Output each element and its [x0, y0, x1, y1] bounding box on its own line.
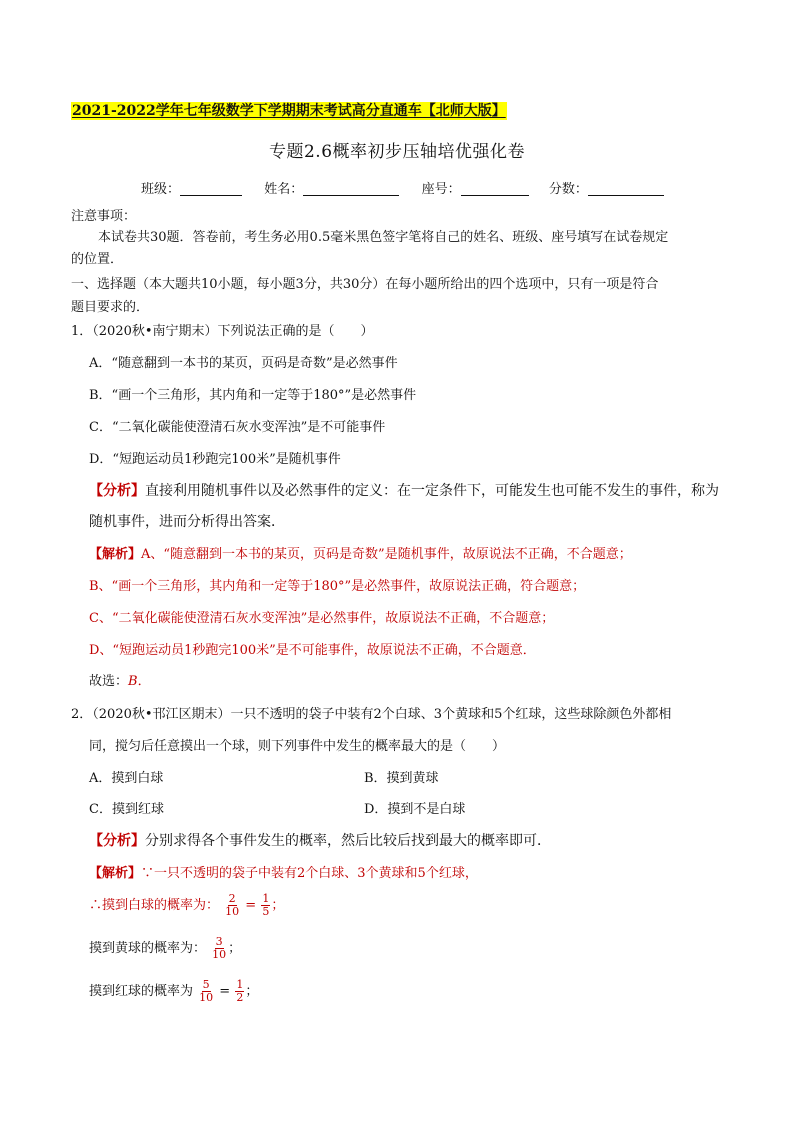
fraction-1-2: $\frac{1}{2}$ [236, 978, 244, 1004]
q2-option-c: C．摸到红球 [89, 802, 164, 817]
q1-option-d: D．“短跑运动员1秒跑完100米”是随机事件 [89, 452, 341, 467]
notes-line-2: 的位置． [71, 252, 124, 267]
section-heading-line-2: 题目要求的． [71, 300, 150, 315]
q2-analysis-text: 分别求得各个事件发生的概率，然后比较后找到最大的概率即可． [145, 833, 551, 849]
q2-option-b: B．摸到黄球 [364, 771, 439, 786]
q2-red-prob [89, 979, 258, 1004]
seat-blank [461, 183, 529, 196]
field-row [141, 178, 664, 197]
exam-series-banner: 2021-2022学年七年级数学下学期期末考试高分直通车【北师大版】 [72, 103, 506, 119]
equals-sign: = [219, 984, 231, 999]
q1-analysis-line-1 [89, 480, 719, 500]
semicolon: ； [228, 941, 242, 956]
class-blank [180, 183, 242, 196]
q1-solution-tag: 【解析】 [89, 547, 142, 562]
q2-analysis-tag: 【分析】 [89, 833, 145, 849]
q1-analysis-text: 直接利用随机事件以及必然事件的定义：在一定条件下，可能发生也可能不发生的事件，称为 [145, 483, 719, 499]
q2-yellow-prob [89, 936, 241, 961]
q1-solution-a: A、“随意翻到一本书的某页，页码是奇数”是随机事件，故原说法不正确，不合题意； [141, 547, 632, 562]
fraction-1-5: $\frac{1}{5}$ [262, 892, 270, 918]
q2-white-prob [89, 893, 284, 918]
q2-stem-line-1: 2．（2020秋•邗江区期末）一只不透明的袋子中装有2个白球、3个黄球和5个红球，这些球除颜色外都相 [71, 707, 672, 722]
name-blank [303, 183, 399, 196]
equals-sign: = [245, 898, 257, 913]
q1-answer-prefix: 故选： [89, 674, 129, 689]
seat-label: 座号： [421, 182, 461, 197]
notes-line-1: 本试卷共30题．答卷前，考生务必用0.5毫米黑色签字笔将自己的姓名、班级、座号填写在试卷规定 [98, 230, 669, 245]
q1-option-c: C．“二氧化碳能使澄清石灰水变浑浊”是不可能事件 [89, 420, 386, 435]
q2-solution-text: ∵一只不透明的袋子中装有2个白球、3个黄球和5个红球， [141, 866, 478, 881]
q1-answer-value: B [128, 674, 138, 689]
fraction-3-10: $\frac{3}{10}$ [212, 935, 227, 961]
q1-solution-line-1 [89, 543, 632, 562]
q2-option-a: A．摸到白球 [89, 771, 164, 786]
q1-analysis-tag: 【分析】 [89, 483, 145, 499]
q2-option-d: D．摸到不是白球 [364, 802, 466, 817]
q2-solution-line [89, 862, 478, 881]
q2-yellow-label: 摸到黄球的概率为： [89, 941, 207, 956]
page-title: 专题2.6概率初步压轴培优强化卷 [268, 142, 526, 162]
semicolon: ； [271, 898, 285, 913]
q1-option-b: B．“画一个三角形，其内角和一定等于180°”是必然事件 [89, 388, 417, 403]
q1-stem: 1．（2020秋•南宁期末）下列说法正确的是（ ） [71, 324, 374, 339]
section-heading-line-1: 一、选择题（本大题共10小题，每小题3分，共30分）在每小题所给出的四个选项中，只有一项是符合 [71, 277, 659, 292]
q2-white-label: ∴摸到白球的概率为： [89, 898, 220, 913]
q1-answer-suffix: ． [137, 674, 151, 689]
q1-answer [89, 670, 151, 689]
semicolon: ； [245, 984, 259, 999]
q1-solution-c: C、“二氧化碳能使澄清石灰水变浑浊”是必然事件，故原说法不正确，不合题意； [89, 611, 555, 626]
class-label: 班级： [141, 182, 181, 197]
q1-analysis-line-2: 随机事件，进而分析得出答案． [89, 514, 285, 530]
q2-solution-tag: 【解析】 [89, 866, 142, 881]
fraction-2-10: $\frac{2}{10}$ [225, 892, 240, 918]
score-blank [588, 183, 664, 196]
notes-heading: 注意事项： [71, 209, 137, 224]
q1-solution-d: D、“短跑运动员1秒跑完100米”是不可能事件，故原说法不正确，不合题意． [89, 643, 536, 658]
q2-analysis [89, 830, 551, 850]
q2-stem-line-2: 同，搅匀后任意摸出一个球，则下列事件中发生的概率最大的是（ ） [89, 739, 506, 754]
fraction-5-10: $\frac{5}{10}$ [199, 978, 214, 1004]
score-label: 分数： [548, 182, 588, 197]
q2-red-label: 摸到红球的概率为 [89, 984, 194, 999]
q1-option-a: A．“随意翻到一本书的某页，页码是奇数”是必然事件 [89, 356, 398, 371]
name-label: 姓名： [264, 182, 304, 197]
q1-solution-b: B、“画一个三角形，其内角和一定等于180°”是必然事件，故原说法正确，符合题意； [89, 579, 586, 594]
